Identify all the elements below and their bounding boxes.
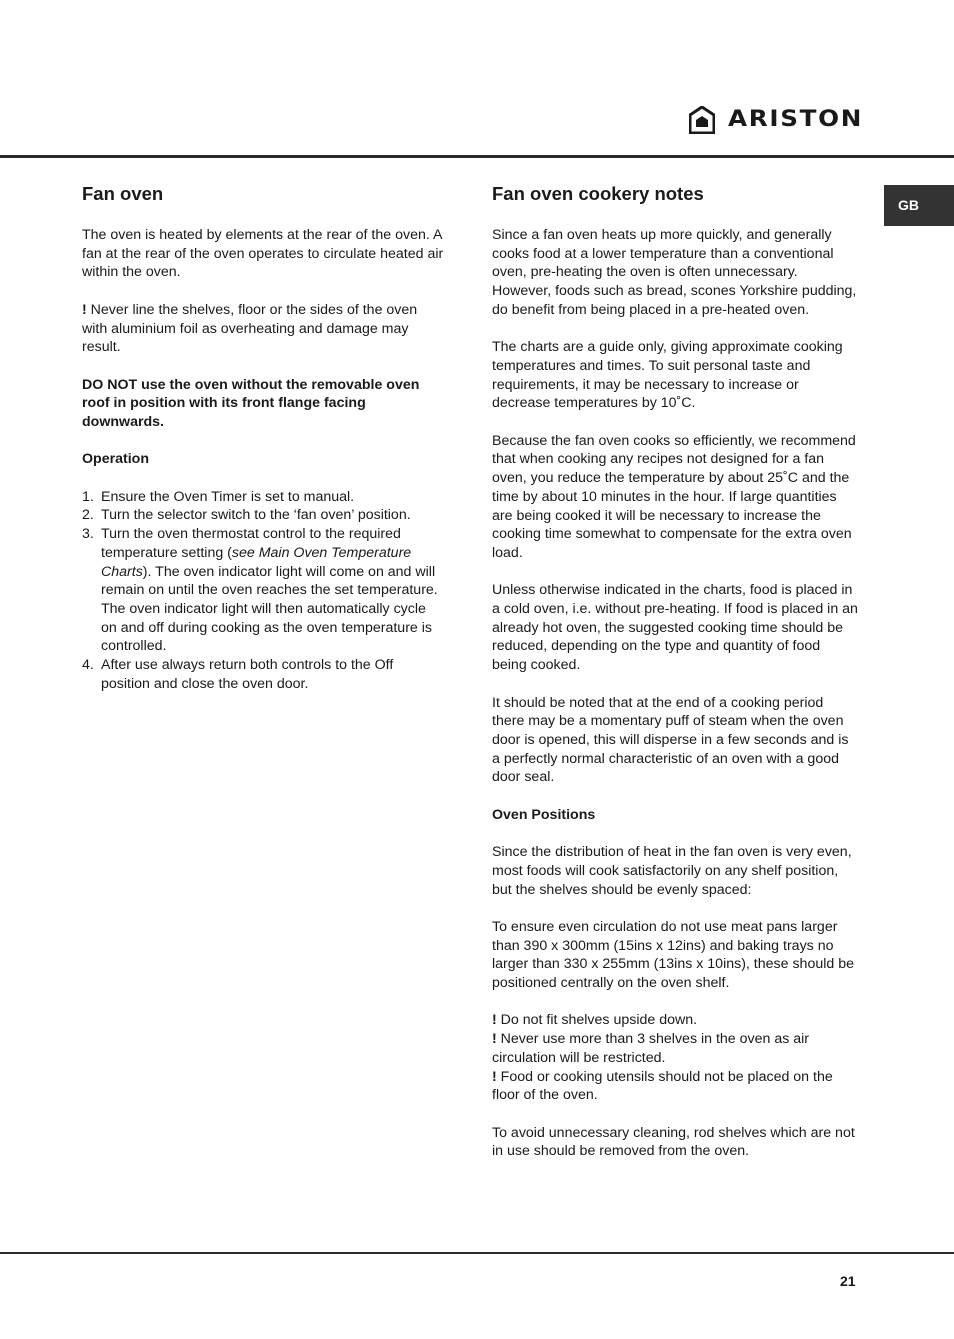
paragraph-charts-guide: The charts are a guide only, giving approximate cooking temperatures and times. To suit personal taste and requirements, it may be necessary to increase or decrease temperatures by 10˚C. xyxy=(492,339,843,412)
shelf-warnings xyxy=(492,1011,858,1105)
footer-divider xyxy=(0,1252,954,1254)
temperature-charts-reference: see Main Oven Temperature Charts xyxy=(101,544,412,580)
warning-text: Never line the shelves, floor or the sides of the oven with aluminium foil as overheating and damage may result. xyxy=(82,301,418,356)
oven-roof-notice: DO NOT use the oven without the removable oven roof in position with its front flange facing downwards. xyxy=(82,376,420,430)
page-number: 21 xyxy=(840,1273,856,1289)
operation-steps xyxy=(82,488,444,694)
paragraph-reduce-temperature: Because the fan oven cooks so efficiently, we recommend that when cooking any recipes not designed for a fan oven, you reduce the temperature by about 25˚C and the time by about 10 minutes in the hour. If large quantities are being cooked it will be necessary to increase the cooking time somewhat to compensate for the extra oven load. xyxy=(492,432,856,561)
warning-mark: ! xyxy=(82,301,87,318)
list-item: 3. Turn the oven thermostat control to the required temperature setting (see Main Oven Temperature Charts). The oven indicator light will come on and will remain on until the oven reaches the set temperature. The oven indicator light will then automatically cycle on and off during cooking as the oven temperature is controlled. xyxy=(82,526,438,655)
paragraph-cold-oven: Unless otherwise indicated in the charts, food is placed in a cold oven, i.e. without pre-heating. If food is placed in an already hot oven, the suggested cooking time should be reduced, depending on the type and quantity of food being cooked. xyxy=(492,582,858,674)
paragraph-preheating: Since a fan oven heats up more quickly, and generally cooks food at a lower temperature than a conventional oven, pre-heating the oven is often unnecessary. However, foods such as bread, scones Yorkshire pudding, do benefit from being placed in a pre-heated oven. xyxy=(492,227,857,318)
foil-warning xyxy=(82,301,444,357)
warning-item: ! Do not fit shelves upside down. xyxy=(492,1012,698,1029)
header-divider xyxy=(0,155,954,158)
brand-name: ARISTON xyxy=(728,107,864,132)
paragraph-heat-distribution: Since the distribution of heat in the fan oven is very even, most foods will cook satisfactorily on any shelf position, but the shelves should be evenly spaced: xyxy=(492,844,852,898)
list-item: 1. Ensure the Oven Timer is set to manual. xyxy=(82,488,355,505)
fan-oven-heading: Fan oven xyxy=(82,183,164,204)
house-logo-icon xyxy=(689,106,715,134)
cookery-notes-heading: Fan oven cookery notes xyxy=(492,183,704,204)
warning-item: ! Food or cooking utensils should not be placed on the floor of the oven. xyxy=(492,1068,833,1104)
list-item: 2. Turn the selector switch to the ‘fan oven’ position. xyxy=(82,507,411,524)
right-column xyxy=(492,180,858,1180)
paragraph-pan-sizes: To ensure even circulation do not use meat pans larger than 390 x 300mm (15ins x 12ins) and baking trays no larger than 330 x 255mm (13ins x 10ins), these should be positioned centrally on the oven shelf. xyxy=(492,918,854,992)
warning-item: ! Never use more than 3 shelves in the oven as air circulation will be restricted. xyxy=(492,1031,810,1066)
paragraph-steam: It should be noted that at the end of a cooking period there may be a momentary puff of steam when the oven door is opened, this will disperse in a few seconds and is a perfectly normal characteristic of an oven with a good door seal. xyxy=(492,694,849,786)
oven-positions-heading: Oven Positions xyxy=(492,806,596,823)
paragraph-rod-shelves: To avoid unnecessary cleaning, rod shelves which are not in use should be removed from the oven. xyxy=(492,1124,855,1160)
list-item: 4. After use always return both controls to the Off position and close the oven door. xyxy=(82,657,394,692)
operation-heading: Operation xyxy=(82,451,150,468)
language-tab: GB xyxy=(884,185,954,226)
intro-paragraph: The oven is heated by elements at the rear of the oven. A fan at the rear of the oven operates to circulate heated air within the oven. xyxy=(82,227,444,281)
ariston-logo xyxy=(689,105,864,135)
left-column xyxy=(82,180,444,694)
